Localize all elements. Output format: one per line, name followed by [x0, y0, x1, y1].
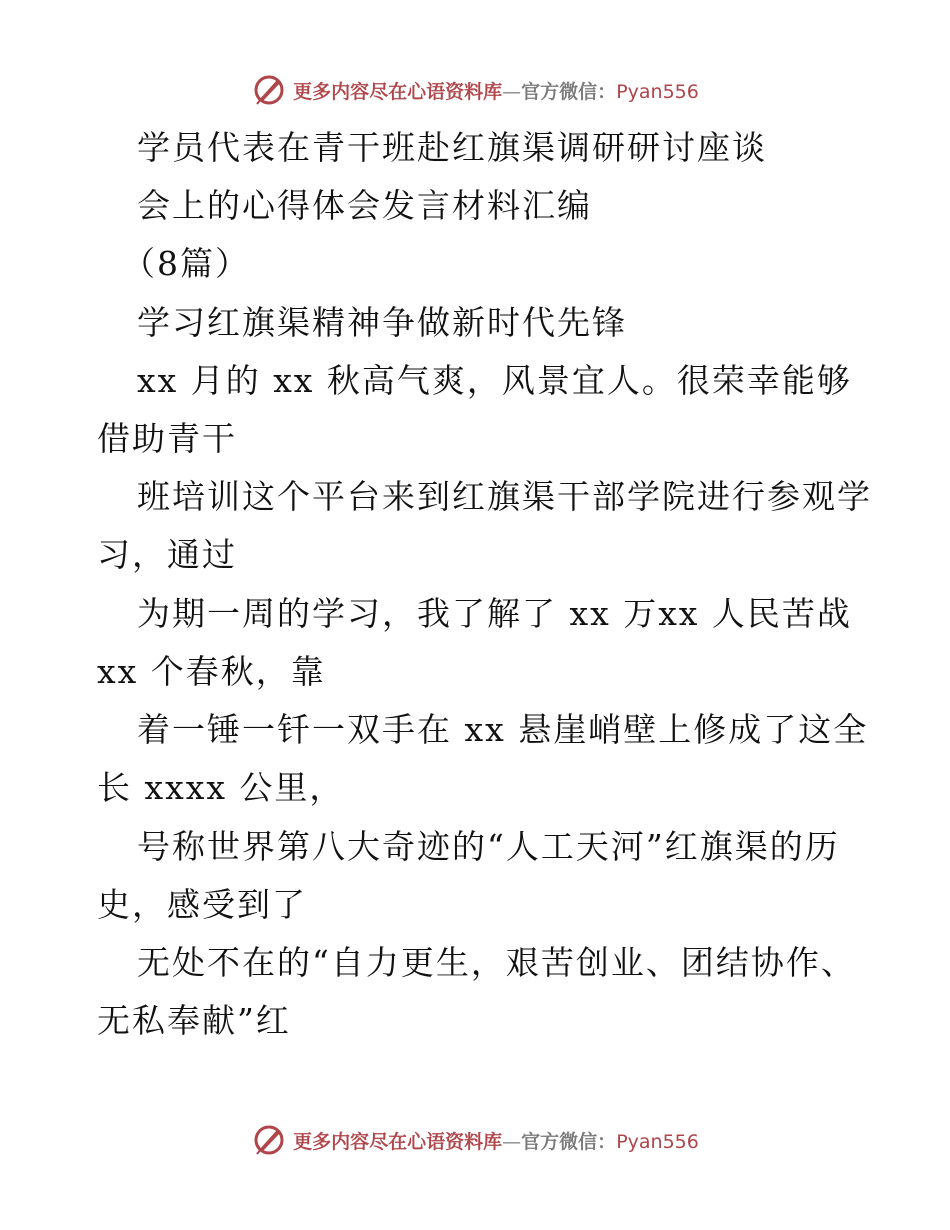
paragraph-line: xx 月的 xx 秋高气爽，风景宜人。很荣幸能够	[137, 361, 852, 400]
doc-title-line-2: 会上的心得体会发言材料汇编	[137, 186, 592, 225]
header-watermark-banner	[0, 70, 950, 110]
banner-text	[293, 77, 699, 104]
paragraph-line: xx 个春秋，靠	[97, 652, 326, 691]
banner-separator: —	[502, 80, 522, 103]
quill-pen-icon	[251, 1122, 287, 1158]
footer-watermark-banner	[0, 1120, 950, 1160]
paragraph-line: 班培训这个平台来到红旗渠干部学院进行参观学	[137, 477, 872, 516]
paragraph-line: 号称世界第八大奇迹的“人工天河”红旗渠的历	[137, 827, 840, 866]
paragraph-line: 长 xxxx 公里，	[97, 768, 345, 807]
paragraph-line: 史，感受到了	[97, 885, 307, 924]
banner-wechat-label: 官方微信：	[521, 80, 617, 103]
section-heading: 学习红旗渠精神争做新时代先锋	[137, 303, 627, 342]
banner-wechat-id: Pyan556	[616, 1130, 699, 1153]
banner-site-text: 更多内容尽在心语资料库	[293, 80, 503, 103]
quill-pen-icon	[251, 72, 287, 108]
paragraph-line: 着一锤一钎一双手在 xx 悬崖峭壁上修成了这全	[137, 710, 869, 749]
banner-wechat-label: 官方微信：	[521, 1130, 617, 1153]
banner-text	[293, 1127, 699, 1154]
paragraph-line: 为期一周的学习，我了解了 xx 万xx 人民苦战	[137, 594, 852, 633]
doc-title-line-1: 学员代表在青干班赴红旗渠调研研讨座谈	[137, 128, 767, 167]
paragraph-line: 借助青干	[97, 419, 237, 458]
banner-wechat-id: Pyan556	[616, 80, 699, 103]
banner-site-text: 更多内容尽在心语资料库	[293, 1130, 503, 1153]
banner-separator: —	[502, 1130, 522, 1153]
paragraph-line: 无私奉献”红	[97, 1001, 291, 1040]
paragraph-line: 无处不在的“自力更生，艰苦创业、团结协作、	[137, 943, 856, 982]
paragraph-line: 习，通过	[97, 535, 237, 574]
doc-title-count: （8篇）	[122, 244, 250, 283]
